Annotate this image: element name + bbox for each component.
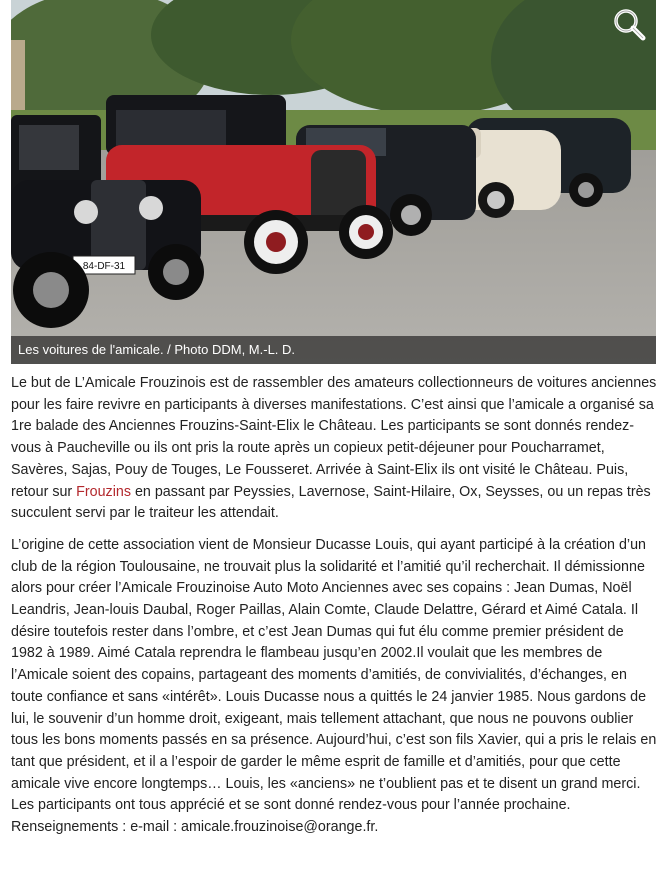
paragraph-2: L’origine de cette association vient de Monsieur Ducasse Louis, qui ayant participé à la création d’un club de la région Toulousaine, ne trouvait plus la solidarité et l’amitié qu’il recherchait. Il démissionne alors pour créer l’Amicale Frouzinoise Auto Moto Anciennes avec ses copains : Jean Dumas, Noël Leandris, Jean-louis Daubal, Roger Paillas, Alain Comte, Claude Delattre, Gérard et Aimé Catala. Il désire toutefois rester dans l’ombre, et c’est Jean Dumas qui fut élu comme premier président de 1982 à 1989. Aimé Catala reprendra le flambeau jusqu’en 2002.Il voulait que les membres de l’Amicale soient des copains, partageant des moments d’amitiés, de convivialités, d’échanges, en toute confiance et sans «intérêt». Louis Ducasse nous a quittés le 24 janvier 1985. Nous gardons de lui, le souvenir d’un homme droit, exigeant, mais tellement attachant, que nous ne pouvons oublier tous les bons moments passés en sa présence. Aujourd’hui, c’est son fils Xavier, qui a pris le relais en tant que président, et il a l’espoir de garder le même esprit de famille et d’amitiés, pour que cette amicale vive encore longtemps… Louis, les «anciens» ne t’oublient pas et te disent un grand merci. Les participants ont tous apprécié et se sont donné rendez-vous pour l’année prochaine. Renseignements : e-mail : amicale.frouzinoise@orange.fr. [11, 536, 657, 836]
article-photo [11, 0, 656, 364]
license-plate: 84-DF-31 [82, 261, 126, 272]
magnifier-icon [611, 6, 647, 42]
zoom-button[interactable] [611, 6, 647, 42]
vintage-cars-photo [11, 0, 656, 364]
frouzins-link[interactable]: Frouzins [76, 483, 131, 500]
article-body [11, 373, 658, 849]
paragraph-1-end: en passant par Peyssies, Lavernose, Saint-Hilaire, Ox, Seysses, ou un repas très succulent servi par le traiteur les attendait. [11, 483, 651, 522]
paragraph-1-start: Le but de L’Amicale Frouzinois est de rassembler des amateurs collectionneurs de voitures anciennes pour les faire revivre en participants à diverses manifestations. C’est ainsi que l’amicale a organisé sa 1re balade des Anciennes Frouzins-Saint-Elix le Château. Les participants se sont donnés rendez-vous à Paucheville ou ils ont pris la route après un copieux petit-déjeuner pour Poucharramet, Savères, Sajas, Pouy de Touges, Le Fousseret. Arrivée à Saint-Elix ils ont visité le Château. Puis, retour sur [11, 375, 657, 500]
photo-caption: Les voitures de l'amicale. / Photo DDM, M.-L. D. [11, 336, 656, 364]
paragraph-1 [11, 373, 658, 525]
